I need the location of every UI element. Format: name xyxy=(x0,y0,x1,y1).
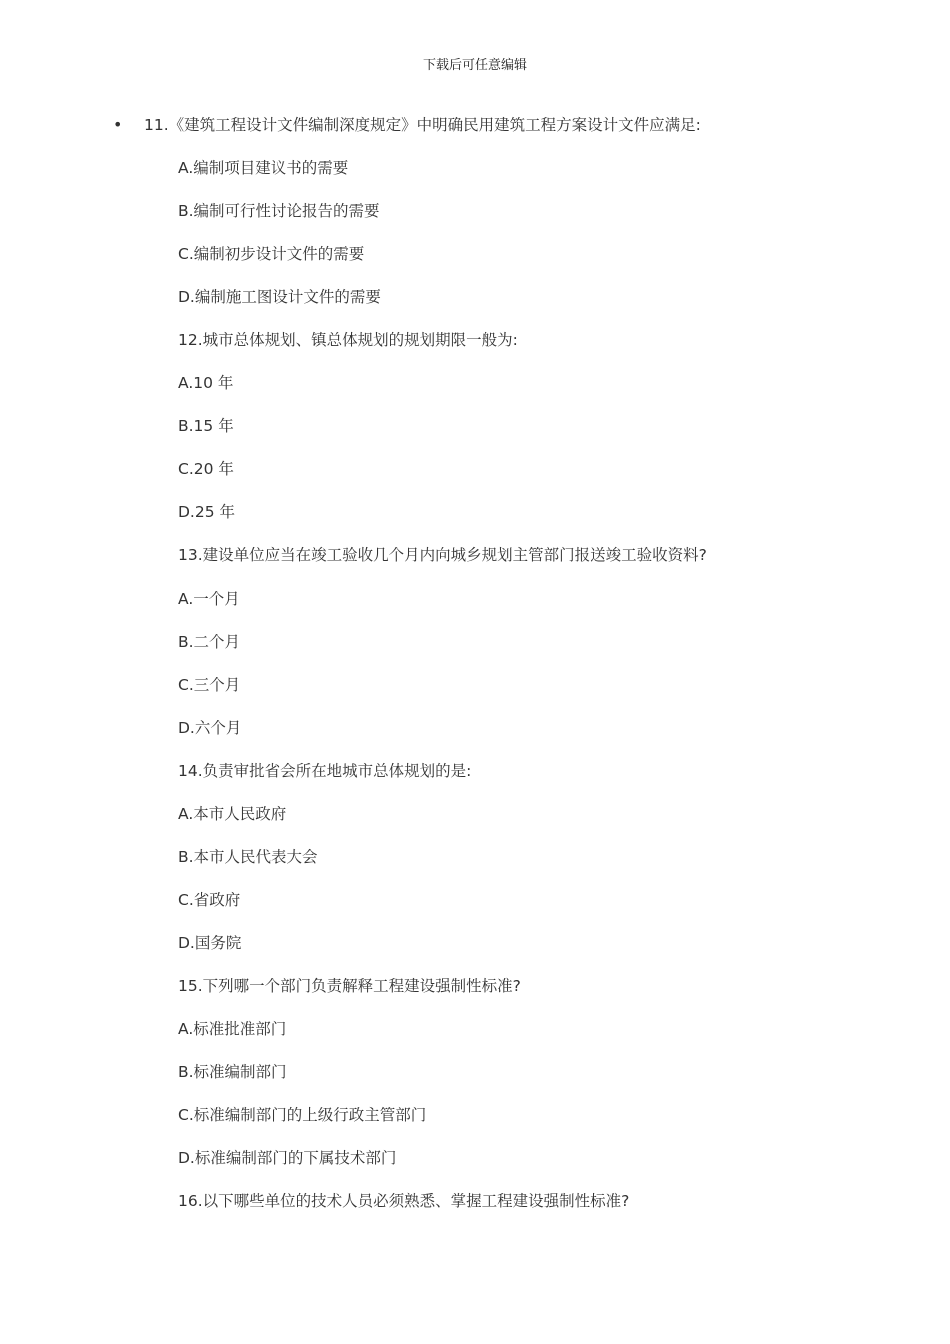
question-15 xyxy=(178,976,521,996)
question-number: 12. xyxy=(178,331,203,349)
option-11-c: C.编制初步设计文件的需要 xyxy=(178,245,365,263)
option-15-b: B.标准编制部门 xyxy=(178,1063,287,1081)
page-header: 下载后可任意编辑 xyxy=(422,58,527,73)
option-12-a: A.10 年 xyxy=(178,374,234,392)
question-13 xyxy=(178,545,707,565)
option-13-a: A.一个月 xyxy=(178,590,240,608)
option-14-a: A.本市人民政府 xyxy=(178,805,287,823)
question-text: 城市总体规划、镇总体规划的规划期限一般为: xyxy=(202,331,518,349)
question-number: 14. xyxy=(178,762,203,780)
question-number: 15. xyxy=(178,977,203,995)
option-14-c: C.省政府 xyxy=(178,891,241,909)
question-text: 建设单位应当在竣工验收几个月内向城乡规划主管部门报送竣工验收资料? xyxy=(202,546,707,564)
question-text: 以下哪些单位的技术人员必须熟悉、掌握工程建设强制性标准? xyxy=(202,1192,630,1210)
question-number: 16. xyxy=(178,1192,203,1210)
option-11-d: D.编制施工图设计文件的需要 xyxy=(178,288,381,306)
option-15-a: A.标准批准部门 xyxy=(178,1020,287,1038)
question-12 xyxy=(178,330,518,350)
question-11 xyxy=(144,115,701,135)
option-15-d: D.标准编制部门的下属技术部门 xyxy=(178,1149,397,1167)
question-16 xyxy=(178,1191,629,1211)
option-12-c: C.20 年 xyxy=(178,460,234,478)
option-15-c: C.标准编制部门的上级行政主管部门 xyxy=(178,1106,427,1124)
question-text: 《建筑工程设计文件编制深度规定》中明确民用建筑工程方案设计文件应满足: xyxy=(168,116,701,134)
question-text: 下列哪一个部门负责解释工程建设强制性标准? xyxy=(202,977,521,995)
option-12-d: D.25 年 xyxy=(178,503,236,521)
option-11-a: A.编制项目建议书的需要 xyxy=(178,159,349,177)
question-14 xyxy=(178,761,471,781)
list-bullet: • xyxy=(113,115,123,134)
option-14-b: B.本市人民代表大会 xyxy=(178,848,318,866)
option-14-d: D.国务院 xyxy=(178,934,242,952)
option-13-c: C.三个月 xyxy=(178,676,241,694)
question-number: 11. xyxy=(144,116,169,134)
option-12-b: B.15 年 xyxy=(178,417,234,435)
question-text: 负责审批省会所在地城市总体规划的是: xyxy=(202,762,472,780)
question-number: 13. xyxy=(178,546,203,564)
option-13-b: B.二个月 xyxy=(178,633,241,651)
option-13-d: D.六个月 xyxy=(178,719,242,737)
option-11-b: B.编制可行性讨论报告的需要 xyxy=(178,202,380,220)
